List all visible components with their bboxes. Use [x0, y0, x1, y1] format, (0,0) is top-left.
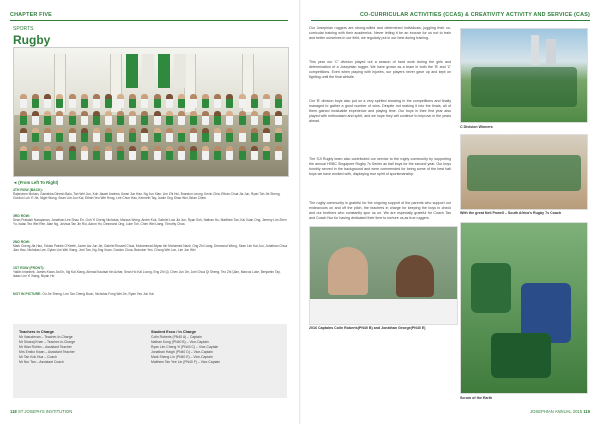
team-member-figure	[32, 94, 39, 108]
green-banner	[126, 54, 138, 88]
student-item: Ryan Lim Cheng Yi (PN40 C) – Vice-Captain	[151, 345, 219, 349]
footer-left-text: ST JOSEPH'S INSTITUTION	[17, 409, 73, 414]
captain-face	[396, 255, 434, 297]
team-member-figure	[93, 146, 100, 160]
section-header	[360, 10, 590, 19]
team-member-figure	[69, 94, 76, 108]
caption-row-text: Rajendren Mohan, Ganishka Dinesh Balu, Tan Wei Jun, Koh Jiawei Andrew, Kwan Jun Hao, Ng Jun Xian, Lim Zhi Hui, Brandon Leong, Kevin Chia, Ethan Chua Jia Jun, Ryan Toh Jie Sheng, Gordon Loh Yi Jie, Nigel Wong, Sean Lim Jun Kai, Ethan Yeo Wei Hong, Lee Chun Hao, Kenneth Tay, Justin Ong Shao Wei, Brian Chew	[13, 192, 281, 201]
team-member-figure	[56, 146, 63, 160]
caption-row-text: Sean Prakash Narayanan, Jonathan Lee Shao En, Goh Yi Cheng Nicholas, Marcus Wong, Andre Kok, Gabriel Low Jia Jun, Ryan Soh, Nathan Ho, Matthew Tan, Kai Xuan Ong, Jeremy Lim Zhen Yu, Isaac Teo Wei Ren, Alan Ng, Joshua Tan Jin Rui, Aaron Ho, Desmond Ong, Luke Toh, Chen Wei Liang, Timothy Chua	[13, 218, 287, 227]
team-member-figure	[93, 111, 100, 125]
team-member-figure	[20, 94, 27, 108]
team-member-figure	[93, 94, 100, 108]
team-member-figure	[214, 128, 221, 142]
teacher-item: Mr Tan Kok Hua – Coach	[19, 355, 57, 359]
white-shirts	[310, 299, 457, 324]
footer-right-text: JOSEPHIAN ANNUAL 2015	[530, 409, 583, 414]
team-member-figure	[117, 146, 124, 160]
photo-caption: 2016 Captains Colin Roberts(PN40 B) and Jonathan George(PN40 E)	[309, 326, 426, 330]
team-member-figure	[141, 128, 148, 142]
photo-captains	[309, 226, 458, 325]
team-member-figure	[251, 111, 258, 125]
team-member-figure	[56, 94, 63, 108]
photo-neil-powell	[460, 134, 588, 210]
team-member-figure	[166, 111, 173, 125]
team-member-figure	[20, 146, 27, 160]
team-member-figure	[178, 111, 185, 125]
team-member-figure	[117, 128, 124, 142]
team-member-figure	[166, 128, 173, 142]
team-member-figure	[129, 128, 136, 142]
footer-left	[10, 409, 72, 414]
body-paragraph: Our Josephian ruggers are strong-willed and determined individuals, juggling their co-curricular training with their academics. Never letting it be an excuse for us not to train and better ourselves in our field, we regularly put in our best during training.	[309, 26, 451, 40]
team-member-figure	[20, 111, 27, 125]
header-rule-left	[10, 20, 288, 21]
caption-row-text: Yalkin Imanbek, James Kwan Jia En, Ng Kai Xiang, Ahmad Kautsar bin Azhar, Sean Ho Kai Loong, Eng Zhi Qi, Chen Jun Jie, Joel Chua Qi Sheng, Teo Zhi Qian, Marcus Loke, Benjamin Tay, Isaac Lim Yi Xiang, Bryan Ho	[13, 270, 281, 279]
staff-box	[13, 324, 287, 398]
team-member-figure	[190, 146, 197, 160]
team-member-figure	[202, 146, 209, 160]
team-member-figure	[129, 111, 136, 125]
teachers-column	[19, 330, 75, 365]
team-member-figure	[251, 146, 258, 160]
team-member-figure	[202, 94, 209, 108]
chapter-header	[10, 10, 52, 19]
footer-right	[530, 409, 590, 414]
team-member-figure	[275, 146, 282, 160]
page-gutter	[299, 0, 301, 424]
caption-row	[13, 240, 287, 252]
teacher-item: Mr Nur Tan – Assistant Coach	[19, 360, 64, 364]
team-member-figure	[105, 146, 112, 160]
caption-row	[13, 266, 287, 278]
page-number-right: 119	[583, 409, 590, 414]
sports-label: SPORTS	[13, 26, 34, 32]
student-item: Mark Sheng Lin (PN40 E) – Vice-Captain	[151, 355, 213, 359]
team-member-figure	[93, 128, 100, 142]
team-member-figure	[129, 94, 136, 108]
white-banner	[142, 54, 154, 88]
team-member-figure	[166, 94, 173, 108]
caption-row-label: 1ST ROW (FRONT):	[13, 266, 45, 270]
team-member-figure	[69, 146, 76, 160]
student-item: Matthew Tan Yee Lin (PN40 F) – Vice-Captain	[151, 360, 221, 364]
players-group	[467, 155, 581, 191]
chapter-label: CHAPTER FIVE	[10, 11, 52, 18]
team-row-second	[20, 128, 282, 142]
team-member-figure	[117, 94, 124, 108]
page-title: Rugby	[13, 33, 51, 47]
body-paragraph: The SJI Rugby team also contributed our service to the rugby community by supporting the annual HSBC Singapore Rugby 7s Series as ball boys for the second year. Our boys humbly served in the background and were commended for being some of the best ball boys we have worked with, displaying true spirit of sportsmanship.	[309, 157, 451, 176]
team-member-figure	[56, 111, 63, 125]
header-rule-right	[311, 20, 590, 21]
team-member-figure	[214, 111, 221, 125]
team-member-figure	[141, 111, 148, 125]
team-member-figure	[190, 111, 197, 125]
caption-row	[13, 292, 287, 296]
team-member-figure	[275, 94, 282, 108]
team-member-figure	[190, 128, 197, 142]
team-member-figure	[44, 111, 51, 125]
team-member-figure	[226, 128, 233, 142]
caption-row-label: 4TH ROW (BACK):	[13, 188, 43, 192]
team-photo	[13, 47, 289, 177]
team-member-figure	[263, 146, 270, 160]
team-member-figure	[178, 128, 185, 142]
page-number-left: 118	[10, 409, 17, 414]
team-member-figure	[239, 94, 246, 108]
team-member-figure	[239, 128, 246, 142]
team-row-back	[20, 94, 282, 108]
caption-row-label: NOT IN PICTURE:	[13, 292, 42, 296]
team-member-figure	[226, 146, 233, 160]
team-member-figure	[190, 94, 197, 108]
students-heading: Student Exco / in Charge	[151, 330, 196, 334]
team-member-figure	[275, 111, 282, 125]
photo-caption: With the great Neil Powell – South Africa's Rugby 7s Coach	[460, 211, 562, 215]
section-header-label: CO-CURRICULAR ACTIVITIES (CCAS) & CREATIVITY ACTIVITY AND SERVICE (CAS)	[359, 11, 590, 18]
team-member-figure	[32, 111, 39, 125]
caption-row-text: Ou Jie Sheng, Leo Tan Cheng Boon, Nicholas Fong Wei Jie, Ryan Yeo Jun Kai	[42, 292, 154, 296]
student-item: Jonathan Haigh (PN40 D) – Vice-Captain	[151, 350, 213, 354]
caption-row-label: 2ND ROW:	[13, 240, 31, 244]
team-member-figure	[105, 94, 112, 108]
team-member-figure	[56, 128, 63, 142]
team-member-figure	[226, 94, 233, 108]
team-member-figure	[32, 128, 39, 142]
team-member-figure	[178, 94, 185, 108]
team-member-figure	[117, 111, 124, 125]
team-member-figure	[81, 94, 88, 108]
team-member-figure	[20, 128, 27, 142]
team-group	[471, 67, 577, 107]
students-column	[151, 330, 220, 365]
team-member-figure	[69, 128, 76, 142]
team-member-figure	[32, 146, 39, 160]
photo-scrum	[460, 222, 588, 394]
team-member-figure	[263, 111, 270, 125]
team-member-figure	[166, 146, 173, 160]
green-banner	[158, 54, 170, 88]
team-member-figure	[202, 111, 209, 125]
photo-caption: Scrum of the Earth	[460, 396, 493, 400]
team-member-figure	[141, 146, 148, 160]
player	[491, 333, 551, 378]
team-member-figure	[263, 128, 270, 142]
team-member-figure	[105, 128, 112, 142]
team-member-figure	[81, 128, 88, 142]
team-member-figure	[129, 146, 136, 160]
team-member-figure	[226, 111, 233, 125]
team-member-figure	[154, 94, 161, 108]
team-member-figure	[178, 146, 185, 160]
student-item: Nathan Kong (PN40 B) – Vice-Captain	[151, 340, 209, 344]
caption-row	[13, 188, 287, 200]
team-member-figure	[44, 146, 51, 160]
team-member-figure	[81, 146, 88, 160]
tower	[546, 39, 556, 65]
team-member-figure	[239, 146, 246, 160]
photo-c-division	[460, 28, 588, 123]
team-member-figure	[251, 128, 258, 142]
photo-caption: C Division Winners	[460, 125, 493, 129]
caption-row	[13, 214, 287, 226]
team-member-figure	[263, 94, 270, 108]
body-paragraph: This year our 'C' division played out a season of hard work during the girls and determination of a Josephian rugger. We have grown as a team in both the 'B' and 'C' competitions. Even when playing with injuries, our players never gave up and kept on fighting until the final whistle.	[309, 60, 451, 79]
team-row-front	[20, 146, 282, 160]
teacher-item: Mr Sinaraj Khan – Teacher-in-Charge	[19, 340, 76, 344]
team-member-figure	[44, 94, 51, 108]
body-paragraph: Our 'B' division boys also put on a very spirited showing in the competitions and finally managed to gather a good number of wins. Despite not making it into the finals, all of them gained invaluable experience and playing time. Our boys in their first year also played with enthusiasm and spirit, and we hope they will continue to improve in the years ahead.	[309, 99, 451, 123]
team-member-figure	[214, 94, 221, 108]
team-member-figure	[81, 111, 88, 125]
team-member-figure	[105, 111, 112, 125]
student-item: Colin Roberts (PN40 A) – Captain	[151, 335, 202, 339]
team-member-figure	[154, 128, 161, 142]
caption-heading: ◄ (From Left To Right)	[13, 180, 59, 185]
teacher-item: Mrs Emiko Kwan – Assistant Teacher	[19, 350, 75, 354]
team-row-third	[20, 111, 282, 125]
white-banner	[174, 54, 186, 88]
team-member-figure	[239, 111, 246, 125]
tower	[531, 35, 539, 65]
captain-face	[328, 247, 368, 295]
team-member-figure	[154, 111, 161, 125]
team-member-figure	[251, 94, 258, 108]
caption-row-text: Mark Cheng Jia Hao, Tobias Patrick O'Keefe, Javier Aw Jun Jie, Gabriel Russell Chua, Muhammad Aliyan bin Mohamed Nazir, Ong Zhi Liang, Desmond Wong, Sean Lim Kai Jun, Jonathan Chua Jian Hao, Nicholas Lee, Dylan Lim Wei Xiang, Joel Tan, Ng Jing Xuan, Gordon Chua, Brandon Yeo, Chong Wei Lun, Lim Jun Wei	[13, 244, 287, 253]
teacher-item: Mr Wan Rohim – Assistant Teacher	[19, 345, 72, 349]
team-member-figure	[202, 128, 209, 142]
body-paragraph: The rugby community is grateful for the ongoing support of the parents who support our endeavours on and off the pitch, the teachers in charge for keeping the boys in check and our brothers who constantly spur us on. We are especially grateful for Coach Tan and Coach Nur for having dedicated their time to nurture us as true ruggers.	[309, 201, 451, 220]
team-member-figure	[141, 94, 148, 108]
team-member-figure	[69, 111, 76, 125]
teacher-item: Mr Vasudevan – Teacher-In-Charge	[19, 335, 73, 339]
player	[471, 263, 511, 313]
team-member-figure	[154, 146, 161, 160]
team-member-figure	[275, 128, 282, 142]
team-member-figure	[214, 146, 221, 160]
teachers-heading: Teachers in Charge	[19, 330, 54, 334]
caption-row-label: 3RD ROW:	[13, 214, 31, 218]
team-member-figure	[44, 128, 51, 142]
